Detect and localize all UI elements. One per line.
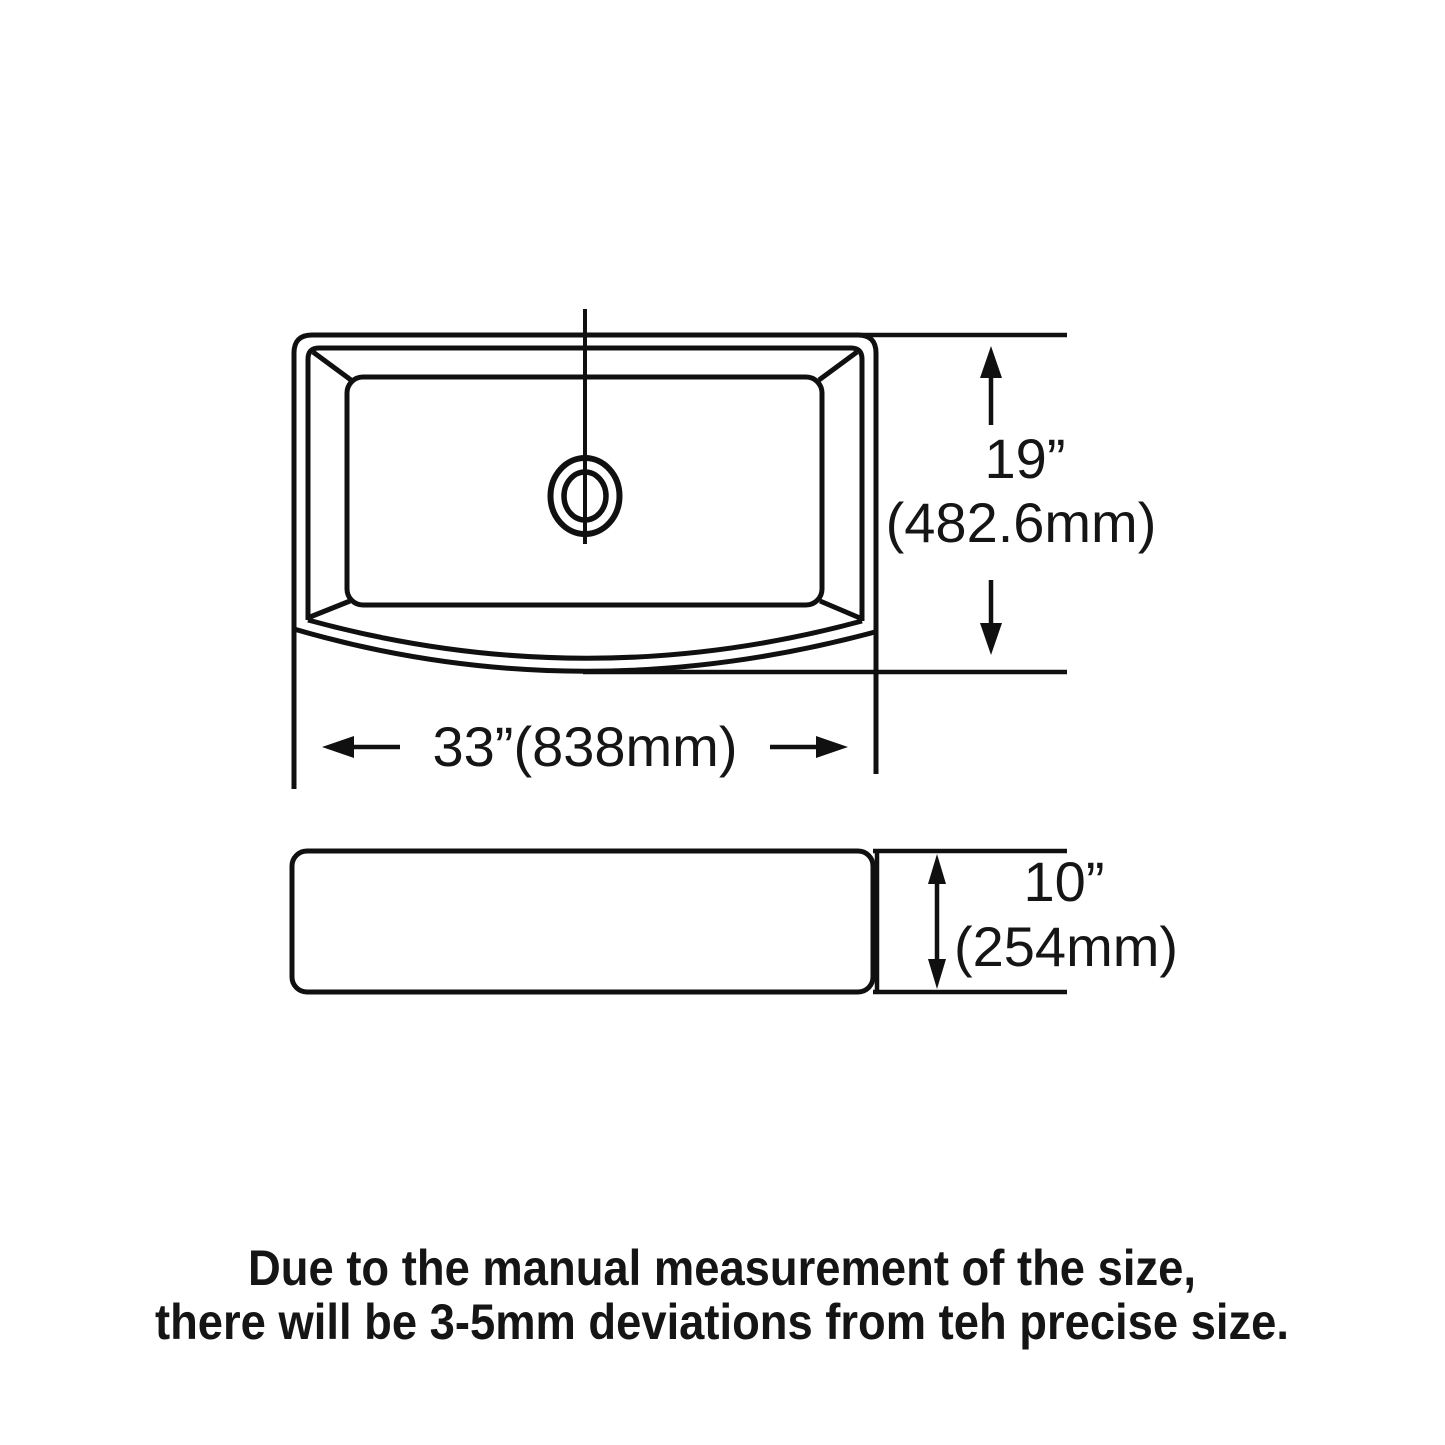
depth-label-mm: (254mm) (953, 915, 1179, 978)
width-dimension (322, 715, 848, 778)
bevel-top-left (313, 352, 351, 380)
disclaimer-line-2: there will be 3-5mm deviations from teh precise size. (155, 1294, 1289, 1350)
up-arrow-icon (980, 346, 1002, 378)
depth-up-arrow-icon (928, 854, 946, 884)
down-arrow-icon (980, 623, 1002, 655)
depth-label-inch: 10” (1023, 850, 1105, 913)
bevel-bottom-right (820, 601, 860, 618)
right-arrow-icon (816, 736, 848, 758)
left-arrow-icon (322, 736, 354, 758)
height-label-inch: 19” (984, 427, 1066, 490)
disclaimer-note (155, 1240, 1289, 1350)
sink-side-view (292, 850, 1178, 992)
height-dimension (583, 335, 1156, 672)
bevel-bottom-left (310, 601, 350, 617)
disclaimer-line-1: Due to the manual measurement of the size, (248, 1240, 1196, 1296)
bevel-top-right (819, 352, 857, 380)
width-label: 33”(838mm) (432, 715, 738, 778)
depth-down-arrow-icon (928, 959, 946, 989)
side-view-outline (292, 851, 873, 992)
height-label-mm: (482.6mm) (885, 491, 1157, 554)
